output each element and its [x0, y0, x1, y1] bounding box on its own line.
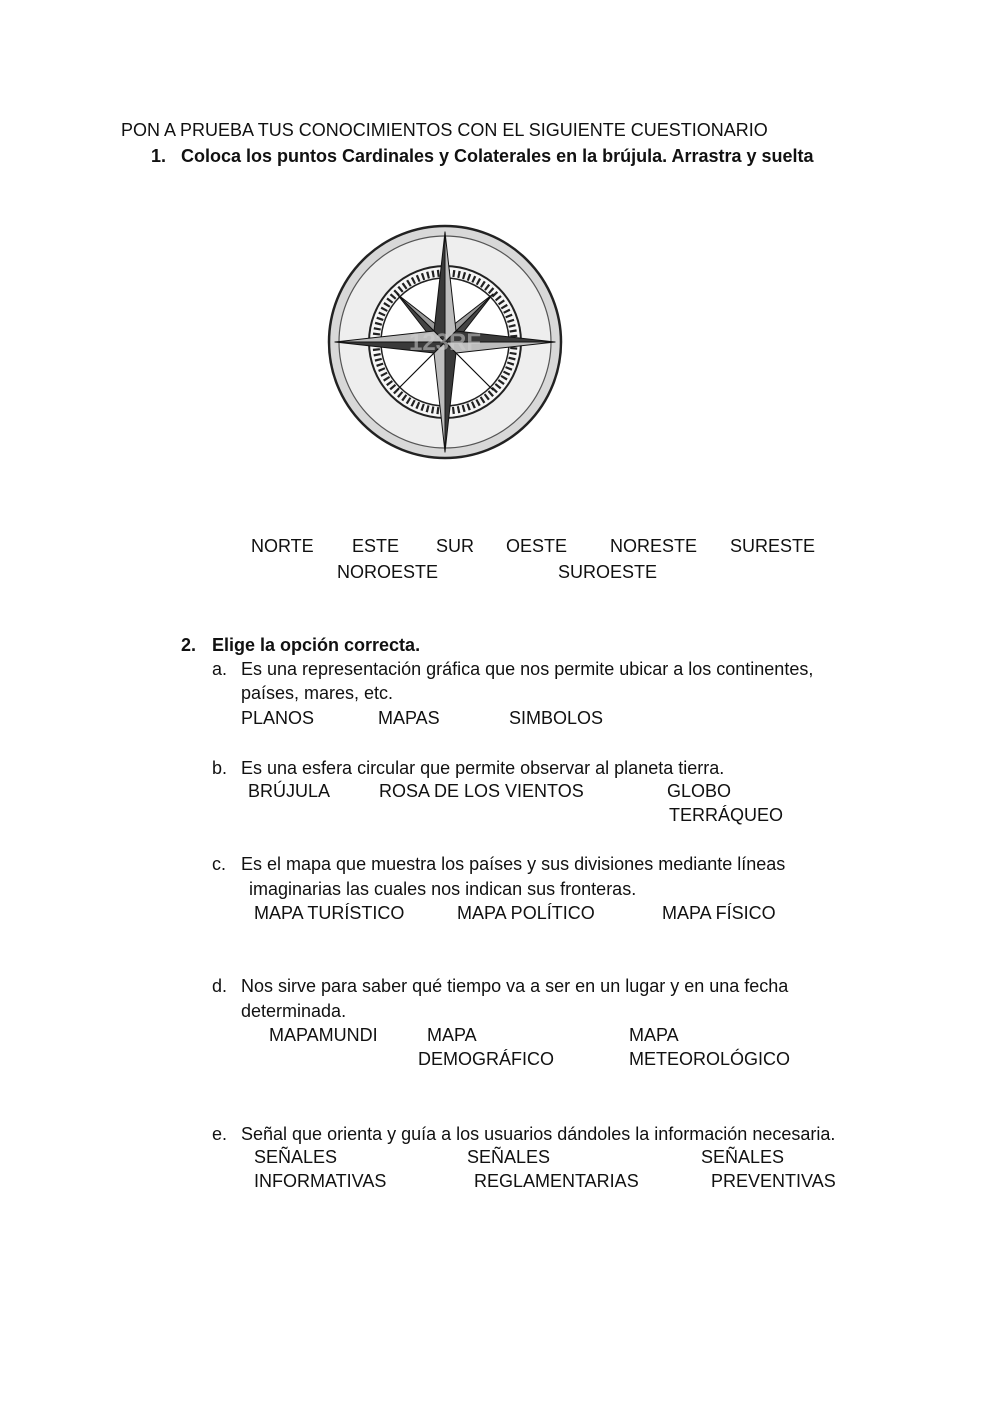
word-chip-noroeste[interactable]: NOROESTE	[337, 562, 439, 582]
option-e-informativas-line1[interactable]: SEÑALES	[254, 1147, 338, 1167]
option-d-mapa-demografico-line2[interactable]: DEMOGRÁFICO	[418, 1049, 555, 1069]
watermark-text: 123RF	[408, 329, 482, 356]
item-d-letter: d.	[212, 976, 228, 996]
compass-rose-icon[interactable]	[325, 222, 565, 462]
option-b-rosa-de-los-vientos[interactable]: ROSA DE LOS VIENTOS	[379, 781, 584, 801]
option-a-planos[interactable]: PLANOS	[241, 708, 315, 728]
option-d-mapa-meteorologico-line1[interactable]: MAPA	[629, 1025, 679, 1045]
option-b-globo-line1[interactable]: GLOBO	[667, 781, 732, 801]
word-chip-este[interactable]: ESTE	[352, 536, 400, 556]
item-c-text-line2: imaginarias las cuales nos indican sus fronteras.	[249, 879, 637, 899]
option-d-mapa-meteorologico-line2[interactable]: METEOROLÓGICO	[629, 1049, 791, 1069]
item-d-text-line2: determinada.	[241, 1001, 347, 1021]
option-c-mapa-turistico[interactable]: MAPA TURÍSTICO	[254, 903, 405, 923]
question-1-text: Coloca los puntos Cardinales y Colaterales en la brújula. Arrastra y suelta	[181, 146, 814, 166]
option-b-globo-line2[interactable]: TERRÁQUEO	[669, 805, 784, 825]
quiz-intro: PON A PRUEBA TUS CONOCIMIENTOS CON EL SIGUIENTE CUESTIONARIO	[121, 120, 768, 140]
item-b-letter: b.	[212, 758, 228, 778]
option-a-simbolos[interactable]: SIMBOLOS	[509, 708, 604, 728]
option-d-mapa-demografico-line1[interactable]: MAPA	[427, 1025, 477, 1045]
question-2-number: 2.	[181, 635, 197, 655]
word-chip-noreste[interactable]: NORESTE	[610, 536, 698, 556]
word-chip-norte[interactable]: NORTE	[251, 536, 314, 556]
word-chip-sureste[interactable]: SURESTE	[730, 536, 816, 556]
option-c-mapa-politico[interactable]: MAPA POLÍTICO	[457, 903, 595, 923]
item-e-text-line1: Señal que orienta y guía a los usuarios dándoles la información necesaria.	[241, 1124, 836, 1144]
item-c-letter: c.	[212, 854, 227, 874]
option-d-mapamundi[interactable]: MAPAMUNDI	[269, 1025, 378, 1045]
item-c-text-line1: Es el mapa que muestra los países y sus divisiones mediante líneas	[241, 854, 786, 874]
option-e-reglamentarias-line2[interactable]: REGLAMENTARIAS	[474, 1171, 639, 1191]
item-d-text-line1: Nos sirve para saber qué tiempo va a ser en un lugar y en una fecha	[241, 976, 789, 996]
option-c-mapa-fisico[interactable]: MAPA FÍSICO	[662, 903, 776, 923]
item-a-letter: a.	[212, 659, 228, 679]
question-2-title: Elige la opción correcta.	[212, 635, 421, 655]
word-chip-oeste[interactable]: OESTE	[506, 536, 568, 556]
word-chip-sur[interactable]: SUR	[436, 536, 475, 556]
word-chip-suroeste[interactable]: SUROESTE	[558, 562, 658, 582]
item-a-text-line2: países, mares, etc.	[241, 683, 394, 703]
option-e-preventivas-line1[interactable]: SEÑALES	[701, 1147, 785, 1167]
option-e-reglamentarias-line1[interactable]: SEÑALES	[467, 1147, 551, 1167]
option-e-preventivas-line2[interactable]: PREVENTIVAS	[711, 1171, 836, 1191]
question-1-number: 1.	[151, 146, 167, 166]
item-e-letter: e.	[212, 1124, 228, 1144]
item-b-text-line1: Es una esfera circular que permite observar al planeta tierra.	[241, 758, 725, 778]
option-a-mapas[interactable]: MAPAS	[378, 708, 440, 728]
option-b-brujula[interactable]: BRÚJULA	[248, 781, 331, 801]
item-a-text-line1: Es una representación gráfica que nos permite ubicar a los continentes,	[241, 659, 814, 679]
option-e-informativas-line2[interactable]: INFORMATIVAS	[254, 1171, 387, 1191]
